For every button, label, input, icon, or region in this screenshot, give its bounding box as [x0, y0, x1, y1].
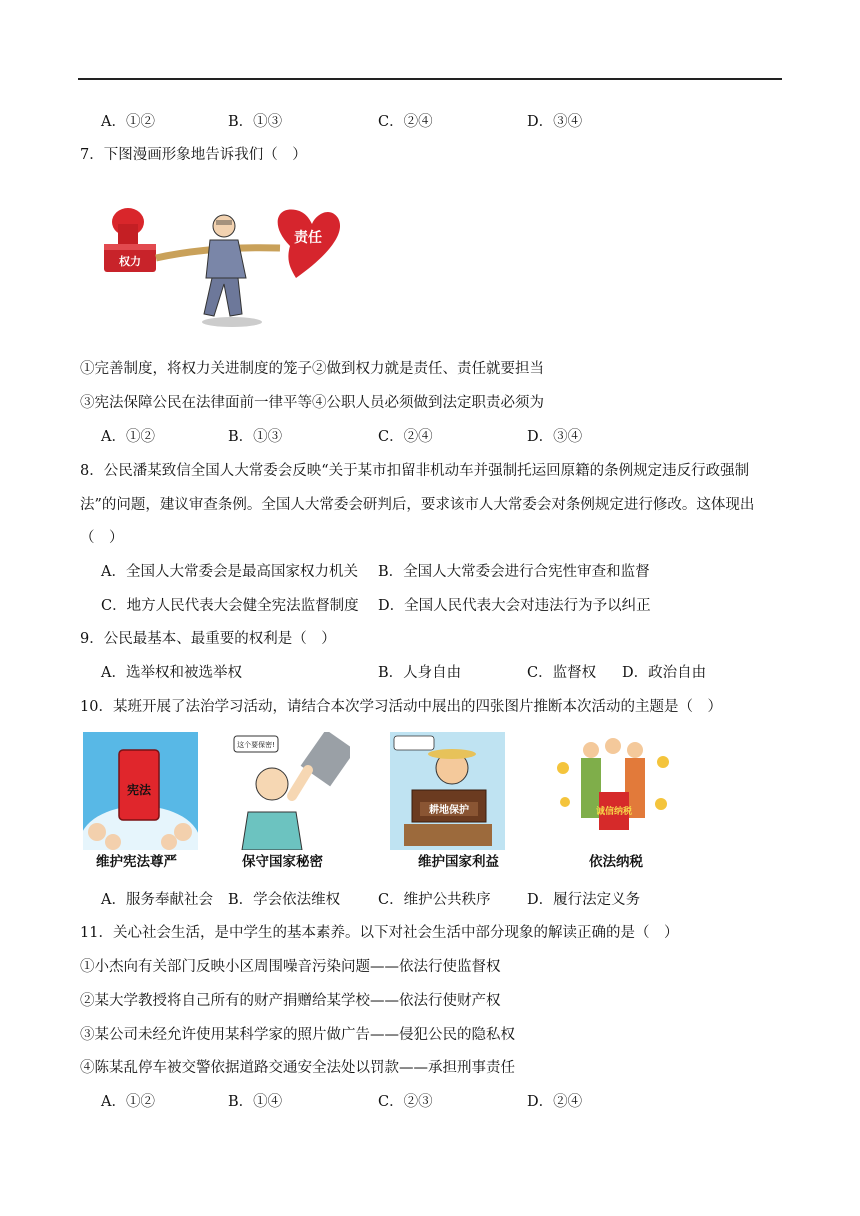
q9-option-a[interactable]: A．选举权和被选举权 — [101, 665, 242, 681]
q9-option-d[interactable]: D．政治自由 — [622, 665, 707, 681]
q10-option-b[interactable]: B．学会依法维权 — [228, 892, 341, 908]
q7-statement-line-1: ①完善制度，将权力关进制度的笼子②做到权力就是责任、责任就要担当 — [80, 361, 544, 377]
cartoon-label-responsibility: 责任 — [294, 230, 322, 246]
q11-stem: 11．关心社会生活，是中学生的基本素养。以下对社会生活中部分现象的解读正确的是（ ） — [80, 925, 679, 941]
constitution-book-label: 宪法 — [126, 783, 152, 797]
q6-option-a[interactable]: A．①② — [101, 114, 155, 130]
q10-image-taxes — [555, 732, 671, 850]
q11-option-b[interactable]: B．①④ — [228, 1094, 283, 1110]
q10-caption-2: 保守国家秘密 — [242, 854, 323, 870]
q8-stem-line-2: 法”的问题，建议审查条例。全国人大常委会研判后，要求该市人大常委会对条例规定进行修改。这体现出 — [80, 497, 755, 513]
q7-option-a[interactable]: A．①② — [101, 429, 155, 445]
q11-option-c[interactable]: C．②③ — [378, 1094, 433, 1110]
q7-option-b[interactable]: B．①③ — [228, 429, 283, 445]
farmland-protection-sign: 耕地保护 — [429, 805, 469, 816]
q8-stem-line-1: 8．公民潘某致信全国人大常委会反映“关于某市扣留非机动车并强制托运回原籍的条例规定违反行政强制 — [80, 463, 750, 479]
q11-option-d[interactable]: D．②④ — [527, 1094, 583, 1110]
q8-stem-line-3: （ ） — [80, 530, 124, 546]
q10-option-c[interactable]: C．维护公共秩序 — [378, 892, 491, 908]
q10-stem: 10．某班开展了法治学习活动，请结合本次学习活动中展出的四张图片推断本次活动的主题是（ ） — [80, 699, 722, 715]
q9-option-c[interactable]: C．监督权 — [527, 665, 597, 681]
q8-option-b[interactable]: B．全国人大常委会进行合宪性审查和监督 — [378, 564, 650, 580]
q7-stem: 7．下图漫画形象地告诉我们（ ） — [80, 147, 307, 163]
q10-option-a[interactable]: A．服务奉献社会 — [101, 892, 213, 908]
q10-caption-3: 维护国家利益 — [418, 854, 499, 870]
q8-option-a[interactable]: A．全国人大常委会是最高国家权力机关 — [101, 564, 358, 580]
q10-image-constitution — [83, 732, 198, 850]
q11-item-4: ④陈某乱停车被交警依据道路交通安全法处以罚款——承担刑事责任 — [80, 1060, 515, 1076]
q11-item-3: ③某公司未经允许使用某科学家的照片做广告——侵犯公民的隐私权 — [80, 1027, 515, 1043]
q7-option-d[interactable]: D．③④ — [527, 429, 583, 445]
q10-caption-1: 维护宪法尊严 — [96, 854, 177, 870]
q11-item-2: ②某大学教授将自己所有的财产捐赠给某学校——依法行使财产权 — [80, 993, 501, 1009]
q10-image-secrets — [232, 732, 350, 850]
q6-option-b[interactable]: B．①③ — [228, 114, 283, 130]
q10-option-d[interactable]: D．履行法定义务 — [527, 892, 641, 908]
q7-cartoon — [100, 196, 345, 331]
q8-option-d[interactable]: D．全国人民代表大会对违法行为予以纠正 — [378, 598, 651, 614]
q6-option-c[interactable]: C．②④ — [378, 114, 433, 130]
q6-option-d[interactable]: D．③④ — [527, 114, 583, 130]
q9-stem: 9．公民最基本、最重要的权利是（ ） — [80, 631, 336, 647]
header-rule — [78, 78, 782, 80]
cartoon-label-power: 权力 — [119, 255, 141, 268]
q11-option-a[interactable]: A．①② — [101, 1094, 155, 1110]
honest-tax-sign: 诚信纳税 — [595, 807, 633, 817]
q7-option-c[interactable]: C．②④ — [378, 429, 433, 445]
q11-item-1: ①小杰向有关部门反映小区周围噪音污染问题——依法行使监督权 — [80, 959, 501, 975]
secrets-speech-bubble: 这个要保密! — [237, 741, 275, 749]
q10-caption-4: 依法纳税 — [589, 854, 643, 870]
q10-image-national-interest — [390, 732, 505, 850]
q8-option-c[interactable]: C．地方人民代表大会健全宪法监督制度 — [101, 598, 359, 614]
q9-option-b[interactable]: B．人身自由 — [378, 665, 462, 681]
q7-statement-line-2: ③宪法保障公民在法律面前一律平等④公职人员必须做到法定职责必须为 — [80, 395, 544, 411]
